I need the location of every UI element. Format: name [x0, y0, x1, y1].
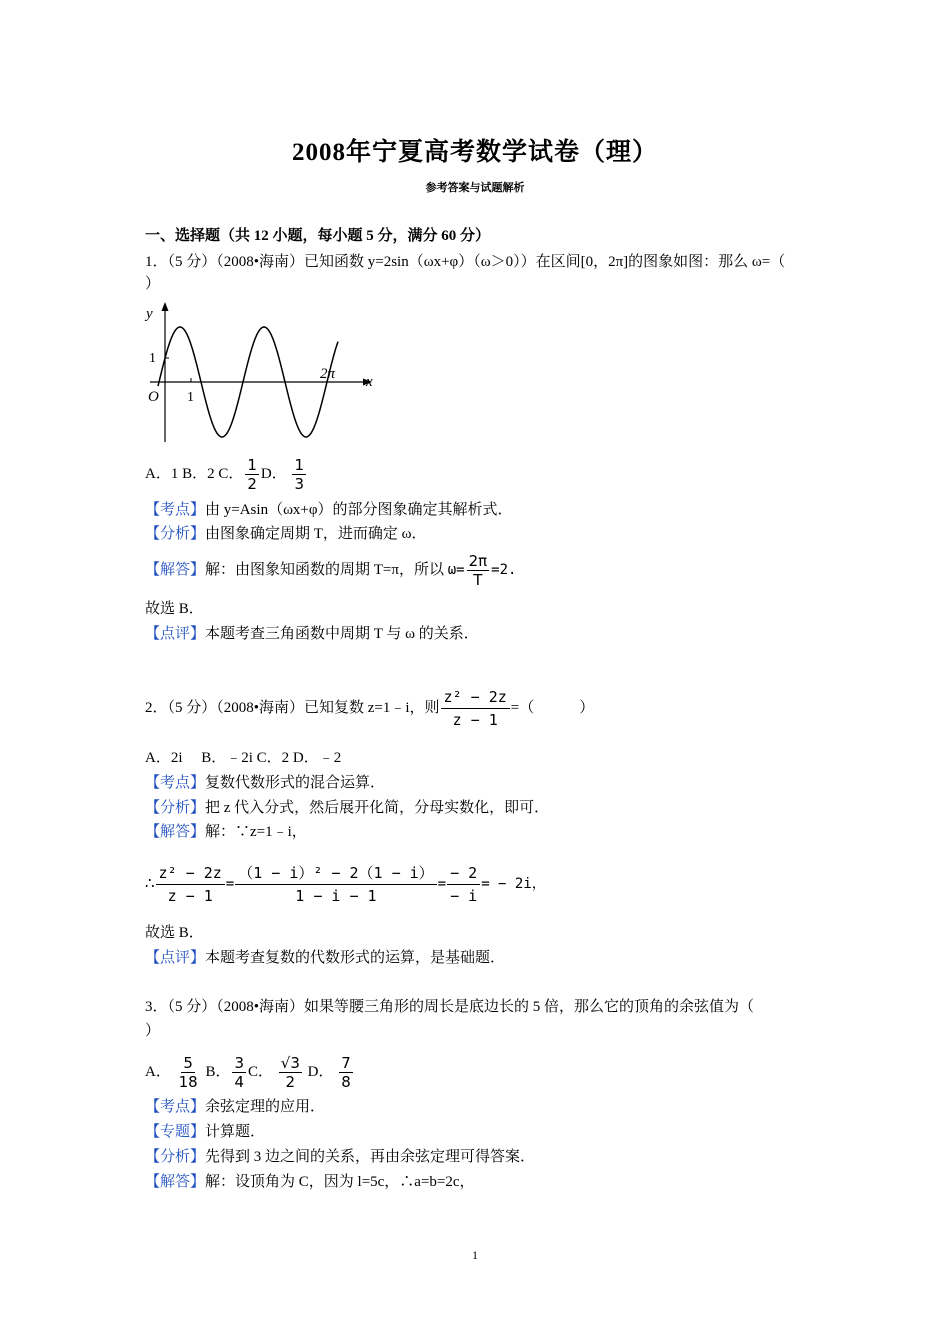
q1-option-d-fraction: $\frac{1}{3}$ — [294, 456, 305, 494]
x-label: x — [366, 374, 373, 390]
q2-kaodian: 【考点】复数代数形式的混合运算． — [145, 775, 386, 791]
q2-fenxi: 【分析】把 z 代入分式，然后展开化简，分母实数化，即可． — [145, 800, 550, 816]
y-label: y — [146, 306, 153, 322]
page-number: 1 — [472, 1248, 478, 1262]
q1-kaodian: 【考点】由 y=Asin（ωx+φ）的部分图象确定其解析式． — [145, 502, 513, 518]
kaodian-tag: 【考点】 — [145, 502, 206, 518]
q1-option-c-fraction: $\frac{1}{2}$ — [247, 456, 257, 494]
fenxi-tag: 【分析】 — [145, 526, 206, 542]
q3-stem-line1: 3．（5 分）（2008•海南）如果等腰三角形的周长是底边长的 5 倍，那么它的顶角的余弦值为（ — [145, 999, 755, 1015]
q3-fenxi: 【分析】先得到 3 边之间的关系，再由余弦定理可得答案． — [145, 1149, 536, 1165]
jieda-tag: 【解答】 — [145, 562, 206, 578]
q2-options: A．2i B．﹣2i C．2 D．﹣2 — [145, 750, 342, 766]
zhuanti-tag: 【专题】 — [145, 1124, 206, 1140]
q2-jieda: 【解答】解：∵z=1﹣i， — [145, 824, 307, 840]
q3-option-a-fraction: $\frac{5}{18}$ — [178, 1054, 198, 1092]
q1-dianping: 【点评】本题考查三角函数中周期 T 与 ω 的关系． — [145, 626, 479, 642]
q2-guxuan: 故选 B． — [145, 925, 204, 941]
dianping-tag: 【点评】 — [145, 626, 206, 642]
q1-fenxi: 【分析】由图象确定周期 T，进而确定 ω． — [145, 526, 427, 542]
two-pi-label: 2π — [320, 366, 336, 382]
q2-calc-fraction-2: $\frac{\text{（1 − i）² − 2（1 − i）}}{1 - i - 1}$ — [235, 862, 436, 907]
page-subtitle: 参考答案与试题解析 — [425, 182, 525, 194]
section-heading: 一、选择题（共 12 小题，每小题 5 分，满分 60 分） — [145, 228, 491, 244]
q1-options — [145, 456, 308, 493]
q2-dianping: 【点评】本题考查复数的代数形式的运算，是基础题． — [145, 950, 506, 966]
q3-zhuanti: 【专题】计算题． — [145, 1124, 266, 1140]
y-one-label: 1 — [149, 351, 156, 366]
q2-fraction: $\frac{\text{z² − 2z}}{z - 1}$ — [441, 686, 510, 731]
q2-calculation: ∴ $\frac{\text{z² − 2z}}{z - 1}$ = $\frac{\text{（1 − i）² − 2（1 − i）}}{1 - i - 1}$ = $\frac{- 2}{- i}$ = − 2i， — [145, 864, 546, 906]
sine-graph — [140, 300, 390, 450]
q1-omega-fraction: $\frac{2\pi}{T}$ — [468, 552, 488, 590]
page-title: 2008年宁夏高考数学试卷（理） — [291, 139, 658, 166]
q1-stem-line2: ） — [145, 276, 161, 292]
q1-option-d-label: D． — [260, 466, 287, 482]
q3-options: A． $\frac{5}{18}$ B． $\frac{3}{4}$ C． $\frac{√3}{2}$ D． $\frac{7}{8}$ — [145, 1054, 351, 1092]
q3-option-c-fraction: $\frac{√3}{2}$ — [280, 1054, 300, 1092]
q1-option-ab: A．1 B．2 C． — [145, 466, 244, 482]
q1-guxuan: 故选 B． — [145, 601, 204, 617]
origin-label: O — [148, 389, 159, 405]
q3-option-b-fraction: $\frac{3}{4}$ — [234, 1054, 244, 1092]
q2-calc-fraction-1: $\frac{\text{z² − 2z}}{z - 1}$ — [156, 862, 225, 907]
q1-jieda: 【解答】解：由图象知函数的周期 T=π，所以 ω= $\frac{2\pi}{T}$ =2. — [145, 552, 517, 590]
x-one-label: 1 — [187, 390, 194, 405]
q3-kaodian: 【考点】余弦定理的应用． — [145, 1099, 326, 1115]
q3-stem-line2: ） — [145, 1023, 161, 1039]
q2-calc-fraction-3: $\frac{- 2}{- i}$ — [447, 862, 480, 907]
q3-jieda: 【解答】解：设顶角为 C，因为 l=5c，∴a=b=2c， — [145, 1174, 475, 1190]
y-axis-arrow — [162, 302, 169, 311]
q1-stem-line1: 1．（5 分）（2008•海南）已知函数 y=2sin（ωx+φ）（ω＞0））在区间[0，2π]的图象如图：那么 ω=（ — [145, 254, 786, 270]
q3-option-d-fraction: $\frac{7}{8}$ — [341, 1054, 351, 1092]
q2-stem: 2．（5 分）（2008•海南）已知复数 z=1﹣i，则 $\frac{\text{z² − 2z}}{z - 1}$ =（ ） — [145, 688, 595, 730]
